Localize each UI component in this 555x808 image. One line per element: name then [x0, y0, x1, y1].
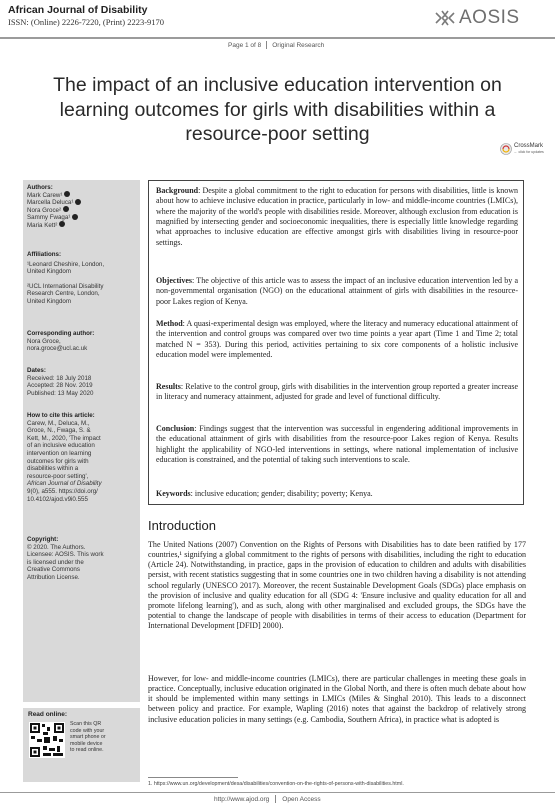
corresponding-block: [27, 330, 139, 353]
abstract-text: : Findings suggest that the intervention was successful in engendering additional improvements in the educational attainment of girls with disabilities from the resource-poor Lakes region of Kenya. Results highlight the applicability of NGO-led interventions in settings, where national implementation of inclusive education is constrained, and the potential of taking such interventions to scale.: [156, 424, 518, 465]
author-name: Maria Kett²: [27, 221, 58, 229]
corresponding-name: Nora Groce,: [27, 337, 61, 345]
abstract-method: [156, 319, 518, 360]
affiliation-line: United Kingdom: [27, 297, 72, 305]
date-accepted: Accepted: 28 Nov. 2019: [27, 382, 93, 390]
abstract-label: Background: [156, 186, 199, 195]
aosis-knot-icon: [434, 9, 456, 27]
instruction-line: code with your: [70, 727, 105, 734]
copyright-line: Attribution License.: [27, 573, 80, 581]
crossmark-sublabel: ← click for updates: [514, 150, 544, 154]
author-name: Nora Groce²: [27, 206, 62, 214]
abstract-text: : Despite a global commitment to the right to education for persons with disabilities, little is known about how to achieve inclusive education in practice, particularly in low- and middle-income countries (LMICs), where the majority of the world's people with disabilities reside. Moreover, although exclusion from education is magnified by intersecting gender and socioeconomic inequalities, there is especially little knowledge regarding what approaches to inclusive education are effective amongst girls with disabilities living in resource-poor settings.: [156, 186, 518, 247]
orcid-icon[interactable]: [72, 214, 78, 220]
citation-line[interactable]: 10.4102/ajod.v9i0.555: [27, 495, 88, 503]
header-divider: [0, 37, 555, 39]
abstract-box: [148, 180, 524, 505]
copyright-line: Creative Commons: [27, 566, 80, 574]
qr-code-icon[interactable]: [29, 722, 65, 758]
article-info-sidebar: [23, 180, 140, 702]
author-item: [27, 222, 139, 230]
crossmark-badge[interactable]: [500, 143, 544, 155]
page-info: [228, 41, 324, 49]
orcid-icon[interactable]: [63, 206, 69, 212]
footnote[interactable]: 1. https://www.un.org/development/desa/disabilities/convention-on-the-rights-of-persons-with-disabilities.html.: [148, 781, 404, 787]
abstract-label: Results: [156, 382, 181, 391]
citation-line: resource-poor setting',: [27, 472, 89, 480]
abstract-text: : inclusive education; gender; disability; poverty; Kenya.: [190, 489, 373, 498]
citation-line: Carew, M., Deluca, M.,: [27, 419, 90, 427]
author-item: [27, 192, 139, 200]
authors-block: [27, 184, 139, 230]
title-line: resource-poor setting: [185, 123, 370, 145]
citation-line: intervention on learning: [27, 449, 92, 457]
citation-heading: How to cite this article:: [27, 412, 95, 419]
journal-name: African Journal of Disability: [8, 4, 148, 16]
abstract-label: Keywords: [156, 489, 191, 498]
read-online-instructions: [70, 721, 130, 754]
copyright-block: [27, 536, 139, 582]
copyright-line: is licensed under the: [27, 558, 84, 566]
section-label: Original Research: [272, 41, 325, 49]
affiliations-block: [27, 251, 139, 306]
abstract-text: : A quasi-experimental design was employed, where the literacy and numeracy educational attainment of the intervention and control groups was compared over two time points a year apart (Time 1 and Time 2; total matched N = 353). During this period, activities pertaining to six core components of a holistic inclusive education model were implemented.: [156, 319, 518, 360]
citation-line: Groce, N., Fwaga, S. &: [27, 427, 91, 435]
crossmark-icon: [500, 143, 512, 155]
orcid-icon[interactable]: [64, 191, 70, 197]
author-item: [27, 214, 139, 222]
introduction-heading: Introduction: [148, 518, 216, 533]
abstract-label: Objectives: [156, 276, 192, 285]
footer-url[interactable]: http://www.ajod.org: [214, 795, 270, 803]
affiliations-heading: Affiliations:: [27, 251, 62, 258]
date-published: Published: 13 May 2020: [27, 389, 94, 397]
orcid-icon[interactable]: [59, 221, 65, 227]
crossmark-label: CrossMark: [514, 143, 544, 149]
article-title: [20, 73, 535, 147]
citation-line: outcomes for girls with: [27, 457, 89, 465]
author-name: Mark Carew¹: [27, 191, 63, 199]
affiliation-line: ¹Leonard Cheshire, London,: [27, 260, 105, 268]
orcid-icon[interactable]: [75, 199, 81, 205]
title-line: The impact of an inclusive education intervention on: [53, 74, 502, 96]
abstract-label: Method: [156, 319, 183, 328]
author-name: Marcella Deluca¹: [27, 199, 74, 207]
affiliation-line: United Kingdom: [27, 268, 72, 276]
corresponding-email[interactable]: nora.groce@ucl.ac.uk: [27, 345, 88, 353]
abstract-text: : The objective of this article was to assess the impact of an inclusive education intervention led by a non-governmental organisation (NGO) on the educational attainment of girls with disabilities in the resource-poor Lakes region of Kenya.: [156, 276, 518, 306]
intro-paragraph-2: However, for low- and middle-income countries (LMICs), there are particular challenges in meeting these goals in practice. Conceptually, inclusive education originated in the Global North, and there is often much debate about how it should be implemented within many settings in LMICs (Miles & Singhal 2010). This leads to a disconnect between policy and practice. For example, Wapling (2016) notes that against the backdrop of relatively strong inclusive education policies in many settings (e.g. Cambodia, Southern Africa), in practice what is adopted is: [148, 674, 526, 724]
open-access-label: Open Access: [282, 795, 321, 803]
citation-line: disabilities within a: [27, 465, 79, 473]
footer-separator: [275, 795, 276, 803]
abstract-label: Conclusion: [156, 424, 195, 433]
abstract-background: [156, 186, 518, 248]
footer-divider: [0, 792, 555, 793]
footer: [214, 795, 321, 803]
footnote-divider: [148, 777, 238, 778]
dates-block: [27, 367, 139, 397]
read-online-box: [23, 708, 140, 782]
aosis-logo[interactable]: [434, 7, 520, 29]
corresponding-heading: Corresponding author:: [27, 330, 95, 337]
copyright-line: Licensee: AOSIS. This work: [27, 551, 104, 559]
abstract-text: : Relative to the control group, girls with disabilities in the intervention group reported a greater increase in literacy and numeracy attainment, adjusted for grade and level of functional difficulty.: [156, 382, 518, 402]
abstract-conclusion: [156, 424, 518, 465]
author-name: Sammy Fwaga¹: [27, 214, 71, 222]
citation-block: [27, 412, 139, 503]
copyright-line: © 2020. The Authors.: [27, 543, 86, 551]
abstract-keywords: [156, 489, 518, 499]
read-online-heading: Read online:: [28, 711, 68, 718]
page-number: Page 1 of 8: [228, 41, 262, 49]
copyright-heading: Copyright:: [27, 536, 59, 543]
title-line: learning outcomes for girls with disabilities within a: [59, 98, 496, 121]
citation-line: African Journal of Disability: [27, 480, 102, 488]
author-item: [27, 207, 139, 215]
instruction-line: to read online.: [70, 747, 104, 754]
instruction-line: Scan this QR: [70, 721, 102, 727]
dates-heading: Dates:: [27, 367, 46, 374]
abstract-results: [156, 382, 518, 403]
abstract-objectives: [156, 276, 518, 307]
affiliation-line: Research Centre, London,: [27, 290, 100, 298]
page-info-separator: [266, 41, 267, 49]
citation-line[interactable]: 9(0), a555. https://doi.org/: [27, 487, 98, 495]
citation-line: Kett, M., 2020, 'The impact: [27, 434, 101, 442]
date-received: Received: 18 July 2018: [27, 374, 92, 382]
logo-text: AOSIS: [459, 7, 520, 28]
intro-paragraph-1: The United Nations (2007) Convention on the Rights of Persons with Disabilities has to date been ratified by 177 countries,¹ signifying a global commitment to the rights of persons with disabilities, including the right to education (Article 24). Notwithstanding, in practice, gaps in the provision of education to children and adults with disabilities persist, with recent statistics suggesting that in some countries one in two children having a disability is not attending school regularly (UNESCO 2017). Moreover, the recent Sustainable Development Goals (SDGs) place emphasis on the provision of inclusive and quality education for all (SDG 4: 'Ensure inclusive and quality education for all and promote lifelong learning'), and as such, along with other marginalised and excluded groups, the SDGs have the potential to change the landscape of people with disabilities in terms of their access to education (Department for International Development [DFID] 2000).: [148, 540, 526, 631]
instruction-line: mobile device: [70, 740, 103, 747]
instruction-line: smart phone or: [70, 734, 106, 741]
citation-line: of an inclusive education: [27, 442, 95, 450]
author-item: [27, 199, 139, 207]
authors-heading: Authors:: [27, 184, 53, 191]
affiliation-line: ²UCL International Disability: [27, 282, 104, 290]
issn-line: ISSN: (Online) 2226-7220, (Print) 2223-9170: [8, 17, 165, 27]
